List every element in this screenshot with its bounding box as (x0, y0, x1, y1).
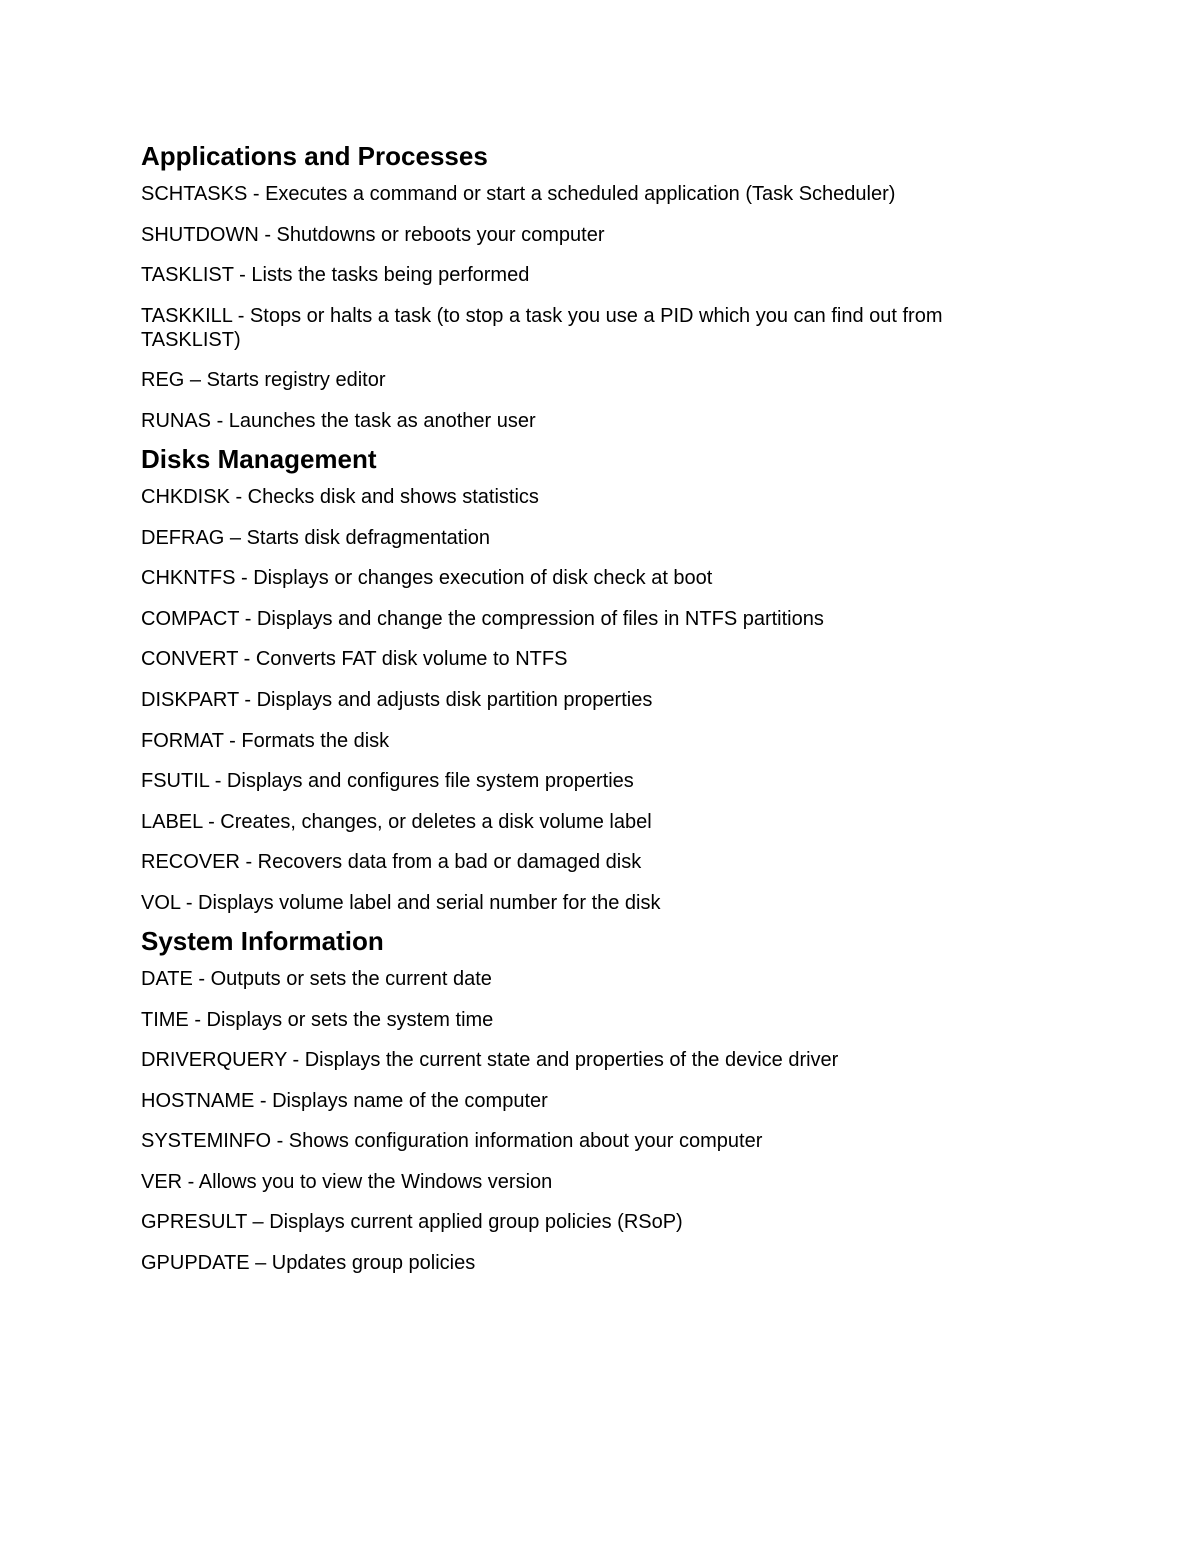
command-entry: SCHTASKS - Executes a command or start a scheduled application (Task Scheduler) (141, 183, 896, 205)
command-entry: DEFRAG – Starts disk defragmentation (141, 526, 491, 549)
command-entry: DRIVERQUERY - Displays the current state and properties of the device driver (141, 1049, 839, 1072)
command-entry: VER - Allows you to view the Windows version (141, 1170, 553, 1193)
command-entry: CHKDISK - Checks disk and shows statistics (141, 485, 539, 508)
section-applications-and-processes (141, 140, 1041, 433)
command-entry: REG – Starts registry editor (141, 369, 386, 392)
section-heading: Disks Management (141, 443, 377, 474)
command-entry: CONVERT - Converts FAT disk volume to NTFS (141, 648, 568, 671)
command-entry: FORMAT - Formats the disk (141, 729, 390, 752)
command-entry: HOSTNAME - Displays name of the computer (141, 1089, 548, 1112)
command-entry: TASKLIST - Lists the tasks being performed (141, 264, 530, 287)
command-entry: GPUPDATE – Updates group policies (141, 1252, 476, 1275)
document-page (141, 140, 1041, 1285)
command-entry: TIME - Displays or sets the system time (141, 1008, 494, 1031)
section-heading: Applications and Processes (141, 141, 488, 171)
command-entry: RUNAS - Launches the task as another user (141, 409, 536, 432)
command-entry: FSUTIL - Displays and configures file system properties (141, 770, 634, 793)
command-entry: VOL - Displays volume label and serial number for the disk (141, 891, 661, 914)
section-disks-management (141, 443, 1041, 915)
section-heading: System Information (141, 925, 384, 956)
command-entry: DATE - Outputs or sets the current date (141, 967, 492, 990)
section-system-information (141, 925, 1041, 1275)
command-entry: SHUTDOWN - Shutdowns or reboots your computer (141, 223, 605, 246)
command-entry: LABEL - Creates, changes, or deletes a disk volume label (141, 810, 652, 833)
command-entry: SYSTEMINFO - Shows configuration information about your computer (141, 1130, 763, 1153)
command-entry: RECOVER - Recovers data from a bad or damaged disk (141, 851, 642, 874)
command-entry: TASKKILL - Stops or halts a task (to stop a task you use a PID which you can find out from TASKLIST) (141, 304, 943, 351)
command-entry: GPRESULT – Displays current applied group policies (RSoP) (141, 1211, 683, 1234)
command-entry: DISKPART - Displays and adjusts disk partition properties (141, 688, 653, 711)
command-entry: COMPACT - Displays and change the compression of files in NTFS partitions (141, 607, 824, 630)
command-entry: CHKNTFS - Displays or changes execution of disk check at boot (141, 567, 713, 590)
